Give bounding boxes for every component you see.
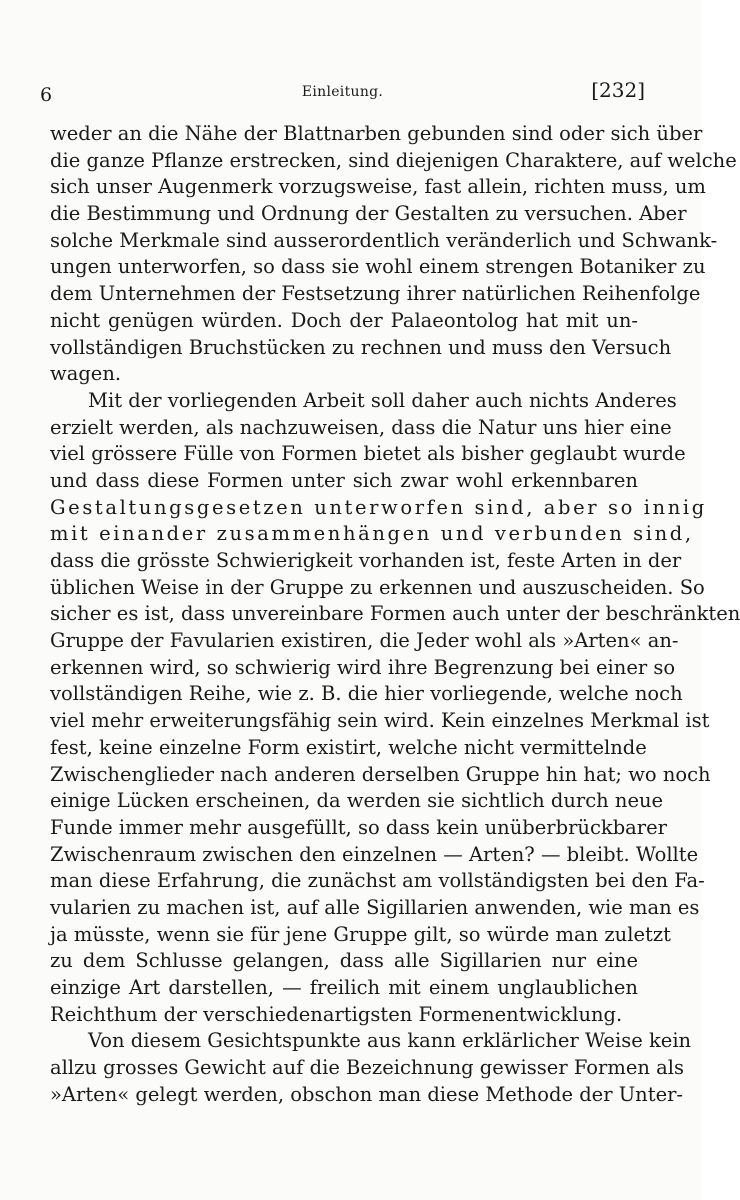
text-line: zu dem Schlusse gelangen, dass alle Sigillarien nur eine (50, 949, 638, 973)
text-line: man diese Erfahrung, die zunächst am vollständigsten bei den Fa- (50, 869, 705, 893)
text-line: die Bestimmung und Ordnung der Gestalten zu versuchen. Aber (50, 202, 687, 226)
text-line: Funde immer mehr ausgefüllt, so dass kein unüberbrückbarer (50, 815, 667, 839)
text-line: Von diesem Gesichtspunkte aus kann erklärlicher Weise kein (88, 1029, 692, 1053)
text-line: fest, keine einzelne Form existirt, welche nicht vermittelnde (50, 735, 647, 759)
text-line: üblichen Weise in der Gruppe zu erkennen und auszuscheiden. So (50, 575, 705, 599)
text-line: sich unser Augenmerk vorzugsweise, fast allein, richten muss, um (50, 175, 706, 199)
text-line: die ganze Pflanze erstrecken, sind diejenigen Charaktere, auf welche (50, 148, 737, 172)
text-line: wagen. (50, 362, 122, 386)
text-line: ungen unterworfen, so dass sie wohl einem strengen Botaniker zu (50, 255, 706, 279)
text-line: Gruppe der Favularien existiren, die Jeder wohl als »Arten« an- (50, 629, 679, 653)
text-line: mit einander zusammenhängen und verbunden sind, (50, 522, 694, 546)
text-line: vularien zu machen ist, auf alle Sigillarien anwenden, wie man es (50, 895, 700, 919)
text-line: ja müsste, wenn sie für jene Gruppe gilt, so würde man zuletzt (50, 922, 671, 946)
text-line: allzu grosses Gewicht auf die Bezeichnung gewisser Formen als (50, 1056, 685, 1080)
text-line: vollständigen Reihe, wie z. B. die hier vorliegende, welche noch (50, 682, 683, 706)
text-line: Mit der vorliegenden Arbeit soll daher auch nichts Anderes (88, 388, 677, 412)
body-text (50, 121, 740, 1108)
running-title: Einleitung. (301, 84, 384, 100)
text-line: einzige Art darstellen, — freilich mit einem unglaublichen (50, 976, 638, 999)
page-header (40, 78, 645, 108)
paragraph (50, 388, 740, 1029)
paragraph (50, 121, 737, 388)
text-line: sicher es ist, dass unvereinbare Formen auch unter der beschränkten (50, 602, 740, 626)
text-line: weder an die Nähe der Blattnarben gebunden sind oder sich über (50, 122, 703, 145)
text-line: viel mehr erweiterungsfähig sein wird. Kein einzelnes Merkmal ist (50, 709, 710, 733)
text-line: und dass diese Formen unter sich zwar wohl erkennbaren (50, 468, 638, 492)
text-line: Gestaltungsgesetzen unterworfen sind, aber so innig (50, 495, 707, 519)
text-line: nicht genügen würden. Doch der Palaeontolog hat mit un- (50, 308, 638, 332)
paragraph (50, 1028, 692, 1108)
text-line: Zwischenglieder nach anderen derselben Gruppe hin hat; wo noch (50, 762, 711, 786)
text-line: einige Lücken erscheinen, da werden sie sichtlich durch neue (50, 789, 664, 813)
page-reference: [232] (591, 78, 645, 102)
text-line: »Arten« gelegt werden, obschon man diese Methode der Unter- (50, 1082, 684, 1106)
page-number: 6 (40, 84, 53, 106)
text-line: viel grössere Fülle von Formen bietet als bisher geglaubt wurde (50, 442, 686, 466)
text-line: vollständigen Bruchstücken zu rechnen und muss den Versuch (50, 335, 672, 359)
text-line: Zwischenraum zwischen den einzelnen — Arten? — bleibt. Wollte (50, 842, 699, 866)
text-line: dem Unternehmen der Festsetzung ihrer natürlichen Reihenfolge (50, 282, 701, 306)
text-line: solche Merkmale sind ausserordentlich veränderlich und Schwank- (50, 228, 718, 252)
text-line: Reichthum der verschiedenartigsten Formenentwicklung. (50, 1002, 623, 1026)
text-line: dass die grösste Schwierigkeit vorhanden ist, feste Arten in der (50, 549, 682, 572)
text-line: erzielt werden, als nachzuweisen, dass die Natur uns hier eine (50, 415, 672, 439)
text-line: erkennen wird, so schwierig wird ihre Begrenzung bei einer so (50, 655, 676, 679)
